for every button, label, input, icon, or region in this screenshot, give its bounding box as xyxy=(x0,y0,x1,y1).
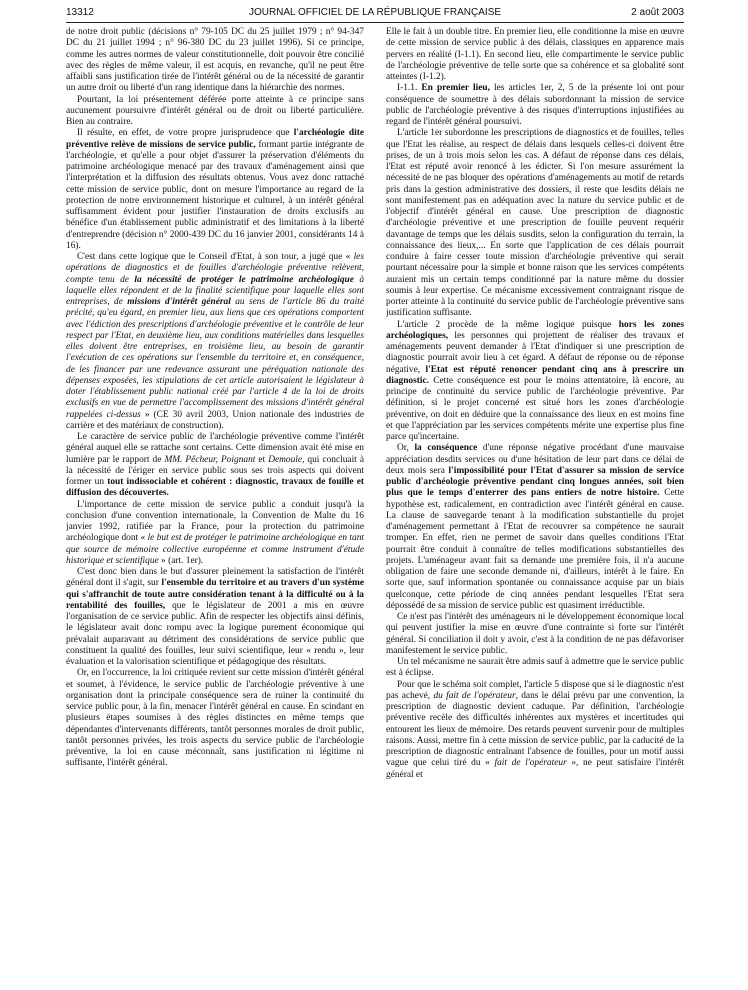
text-run: En premier lieu, xyxy=(421,83,490,94)
text-run: Il résulte, en effet, de votre propre jurisprudence que xyxy=(77,128,294,139)
text-run: Un tel mécanisme ne saurait être admis sauf à admettre que le service public est à éclipse. xyxy=(386,657,684,679)
text-run: Cette conséquence est pour le moins attentatoire, là encore, au principe de continuité du service public de l'archéologie préventive. Par définition, si le projet concerné est situé hors les zones d'archéologie préventive, on doit en déduire que la connaissance des lieux en est moins fine et que l'appréciation par les services compétents mérite une expertise plus fine parce qu'incertaine. xyxy=(386,375,684,442)
text-run: » (art. 1er). xyxy=(158,555,204,566)
text-run: , qui concluait à la nécessité de l'ériger en service public sous ses trois aspects qui doivent former un xyxy=(66,454,364,487)
text-run: Pour que le schéma soit complet, l'article 5 dispose que si le diagnostic n'est pas achevé, xyxy=(386,679,684,701)
text-run: de notre droit public (décisions n° 79-105 DC du 25 juillet 1979 ; n° 94-347 DC du 21 juillet 1994 ; n° 96-380 DC du 23 juillet 1996). Si ce principe, comme les autres normes de valeur constitutionnelle, doit pouvoir être concilié avec des règles de même valeur, il est acquis, en revanche, qu'il ne peut être affaibli sans justification tirée de l'intérêt général ou de la nécessité de garantir un autre droit ou liberté d'un rang identique dans la hiérarchie des normes. xyxy=(66,27,364,94)
text-run: C'est dans cette logique que le Conseil d'Etat, à son tour, a jugé que « xyxy=(77,252,354,262)
paragraph xyxy=(66,432,364,500)
page-header xyxy=(66,7,684,23)
text-run: l'ensemble du territoire et au travers d'un système qui s'affranchit de toute autre considération tenant à la difficulté ou à la rentabilité des fouilles, xyxy=(66,578,364,611)
right-column xyxy=(386,27,684,984)
paragraph xyxy=(66,128,364,252)
text-run: d'une réponse négative procédant d'une mauvaise appréciation desdits services ou d'une hésitation de leur part dans ce délai de deux mois sera xyxy=(386,443,684,476)
text-run: Or, xyxy=(397,443,415,454)
text-run: I-1.1. xyxy=(397,83,422,94)
text-run: », ne peut satisfaire l'intérêt général et xyxy=(386,758,684,780)
text-run: à laquelle elles répondent et de la finalité scientifique pour laquelle elles sont entreprises, de xyxy=(66,274,364,307)
text-run: les opérations de diagnostics et de fouilles d'archéologie préventive relèvent, compte tenu de xyxy=(66,252,364,285)
paragraph xyxy=(66,567,364,668)
paragraph xyxy=(386,128,684,319)
text-run: C'est donc bien dans le but d'assurer pleinement la satisfaction de l'intérêt général dont il s'agit, sur xyxy=(66,567,364,589)
text-run: Or, en l'occurrence, la loi critiquée revient sur cette mission d'intérêt général et soumet, à l'évidence, le service public de l'archéologie préventive à une organisation dont la principale conséquence sera de ruiner la continuité du service public pour, à la fin, menacer l'intérêt général en cause. En scindant en plusieurs étapes soumises à des règles distinctes en même temps que dépendantes d'intervenants différents, tantôt personnes morales de droit public, tantôt personnes privées, les trois aspects du service public de l'archéologie préventive, la loi en cause méconnaît, sans justification ni légitime ni suffisante, l'intérêt général. xyxy=(66,668,364,769)
text-run: L'article 2 procède de la même logique puisque xyxy=(397,319,619,330)
text-run: L'importance de cette mission de service public a conduit jusqu'à la conclusion d'une convention internationale, la Convention de Malte du 16 janvier 1992, ratifiée par la France, pour la protection du patrimoine archéologique dont « xyxy=(66,499,364,544)
paragraph xyxy=(386,680,684,781)
page-number: 13312 xyxy=(66,7,94,18)
paragraph xyxy=(386,83,684,128)
text-run: que le législateur de 2001 a mis en œuvre l'organisation de ce service public. Afin de respecter les objectifs ainsi définis, le législateur avait donc rompu avec la logique purement économique qui prévalait auparavant au détriment des considérations de service public que constituent la qualité des fouilles, leur suivi scientifique, leur « rendu », leur évaluation et la valorisation scientifique et pédagogique des résultats. xyxy=(66,600,364,667)
text-run: Demoule xyxy=(268,454,303,465)
text-run: » (CE 30 avril 2003, Union nationale des industries de carrière et des matériaux de construction). xyxy=(66,409,364,431)
text-run: la nécessité de protéger le patrimoine archéologique xyxy=(134,274,354,285)
text-run: au sens de l'article 86 du traité précité, qu'eu égard, en premier lieu, aux liens que ces opérations comportent avec l'édiction des prescriptions d'archéologie préventive et le contrôle de leur respect par l'Etat, en deuxième lieu, aux conditions matérielles dans lesquelles elles doivent être entreprises, en troisième lieu, au besoin de garantir l'exécution de ces opérations sur l'ensemble du territoire et, en conséquence, de les financer par une redevance assurant une péréquation nationale des dépenses exposées, les stipulations de cet article autorisaient le législateur à doter l'établissement public national créé par l'article 4 de la loi de droits exclusifs en vue de permettre l'accomplissement des missions d'intérêt général rappelées ci-dessus xyxy=(66,297,364,420)
paragraph xyxy=(386,27,684,83)
text-run: formant partie intégrante de l'archéologie, et qu'elle a pour objet d'assurer la préservation d'éléments du patrimoine archéologique menacé par des travaux d'aménagement ainsi que l'interprétation et la diffusion des résultats obtenus. Vous avez donc rattaché cette mission de service public, dont on mesure l'importance au regard de la protection de notre environnement historique et culturel, à un intérêt général suffisamment évident pour justifier l'instauration de droits exclusifs au bénéfice d'un établissement public administratif et des limitations à la liberté d'entreprendre (décision n° 2000-439 DC du 16 janvier 2001, considérants 14 à 16). xyxy=(66,139,364,251)
paragraph xyxy=(66,252,364,432)
text-run: Le caractère de service public de l'archéologie préventive comme l'intérêt général auquel elle se rattache sont certains. Cette dimension avait été mise en lumière par le rapport de xyxy=(66,432,364,465)
text-run: l'archéologie dite préventive relève de missions de service public, xyxy=(66,128,364,150)
text-run: hors les zones archéologiques, xyxy=(386,319,684,341)
text-run: , dans le délai prévu par une convention, la prescription de diagnostic devient caduque. Par définition, l'archéologie préventive recèle des difficultés inhérentes aux mystères et incertitudes qui entourent les lieux de mémoire. Des retards peuvent survenir pour de multiples raisons. Aussi, mettre fin à cette mission de service public, par la caducité de la prescription de diagnostic entraînant l'absence de fouilles, pour un motif aussi vague que celui tiré du « xyxy=(386,690,684,769)
paragraph xyxy=(66,668,364,769)
text-run: Elle le fait à un double titre. En premier lieu, elle conditionne la mise en œuvre de cette mission de service public à des délais, classiques en apparence mais pervers en réalité (I-1.1). En second lieu, elle compartimente le service public de l'archéologie préventive de telle sorte que sa cohérence et sa globalité sont atteintes (I-1.2). xyxy=(386,27,684,82)
text-run: L'article 1er subordonne les prescriptions de diagnostics et de fouilles, telles que l'Etat les réalise, au respect de délais dans lesquels celles-ci doivent être prises, de un à trois mois selon les cas. A défaut de réponse dans ces délais, l'Etat est réputé avoir renoncé à les édicter. Si l'on mesure assurément la nécessité de ne pas bloquer des opérations d'aménagements au motif de retards pris dans la gestion administrative des dossiers, il reste que lesdits délais ne sont manifestement pas en adéquation avec la nature du service public et de l'objectif d'intérêt général en cause. Une prescription de diagnostic d'archéologie préventive et une prescription de fouille peuvent requérir davantage de temps que les délais susdits, selon la configuration du terrain, la connaissance des lieux,... En sorte que l'application de ces délais pourrait conduire à faire cesser toute mission d'archéologie préventive qui serait pourtant nécessaire pour la simple et bonne raison que les services compétents auraient mis un certain temps conditionné par la nature même du dossier soumis à leur expertise. Ce mécanisme excessivement contraignant risque de porter atteinte à la continuité du service public de l'archéologie préventive sans justification suffisante. xyxy=(386,128,684,319)
issue-date: 2 août 2003 xyxy=(631,7,684,18)
left-column xyxy=(66,27,364,984)
paragraph xyxy=(66,27,364,95)
text-run: les articles 1er, 2, 5 de la présente loi ont pour conséquence de soumettre à des délais subordonnant la mission de service public de l'archéologie préventive à des risques d'interruptions injustifiées au regard de l'intérêt général poursuivi. xyxy=(386,83,684,127)
paragraph xyxy=(386,320,684,444)
text-run: la conséquence xyxy=(414,443,478,454)
paragraph xyxy=(386,443,684,612)
text-run: l'Etat est réputé renoncer pendant cinq ans à prescrire un diagnostic. xyxy=(386,364,684,386)
text-run: les personnes qui projettent de réaliser des travaux et aménagements peuvent demander à l'Etat d'indiquer si une prescription de diagnostic pourrait avoir lieu à cet égard. A défaut de réponse ou de réponse négative, xyxy=(386,330,684,375)
text-run: l'impossibilité pour l'Etat d'assurer sa mission de service public d'archéologie préventive pendant cinq longues années, soit bien plus que le temps d'enterrer des pans entiers de notre histoire. xyxy=(386,465,684,499)
text-run: et xyxy=(255,454,269,465)
text-run: Cette hypothèse est, radicalement, en contradiction avec l'intérêt général en cause. La clause de sauvegarde tenant à la modification substantielle du projet d'aménagement permettant à l'Etat de recouvrer sa compétence ne saurait tromper. En effet, rien ne permet de savoir dans quelles conditions l'Etat pourrait être conduit à connaître de telles modifications substantielles des projets. L'aménageur avant fait sa demande une première fois, il n'a aucune obligation de faire une seconde demande ni, d'ailleurs, intérêt à le faire. En sorte que, sauf information spontanée ou connaissance acquise par un biais quelconque, cette période de cinq années pendant lesquelles l'Etat sera dépossédé de sa mission de service public est quasiment irréductible. xyxy=(386,488,684,611)
header-rule xyxy=(66,22,684,23)
text-run: tout indissociable et cohérent : diagnostic, travaux de fouille et diffusion des découvertes. xyxy=(66,477,364,499)
text-run: MM. Pêcheur, Poignant xyxy=(164,454,256,465)
paragraph xyxy=(66,95,364,129)
text-run: missions d'intérêt général xyxy=(127,297,231,307)
text-run: le but est de protéger le patrimoine archéologique en tant que source de mémoire collective européenne et comme instrument d'étude historique et scientifique xyxy=(66,533,364,566)
paragraph xyxy=(386,612,684,657)
paragraph xyxy=(66,500,364,568)
text-run: Pourtant, la loi présentement déférée porte atteinte à ce principe sans aucunement poursuivre d'intérêt général ou de droit ou liberté particulière. Bien au contraire. xyxy=(66,94,364,127)
text-run: Ce n'est pas l'intérêt des aménageurs ni le développement économique local qui peuvent justifier la mise en œuvre d'une contrainte si forte sur l'intérêt général. Si conciliation il doit y avoir, c'est à la condition de ne pas défavoriser manifestement le service public. xyxy=(386,612,684,656)
text-run: fait de l'opérateur xyxy=(494,758,567,769)
text-run: du fait de l'opérateur xyxy=(433,690,516,701)
paragraph xyxy=(386,657,684,680)
journal-title: JOURNAL OFFICIEL DE LA RÉPUBLIQUE FRANÇAISE xyxy=(248,7,502,18)
